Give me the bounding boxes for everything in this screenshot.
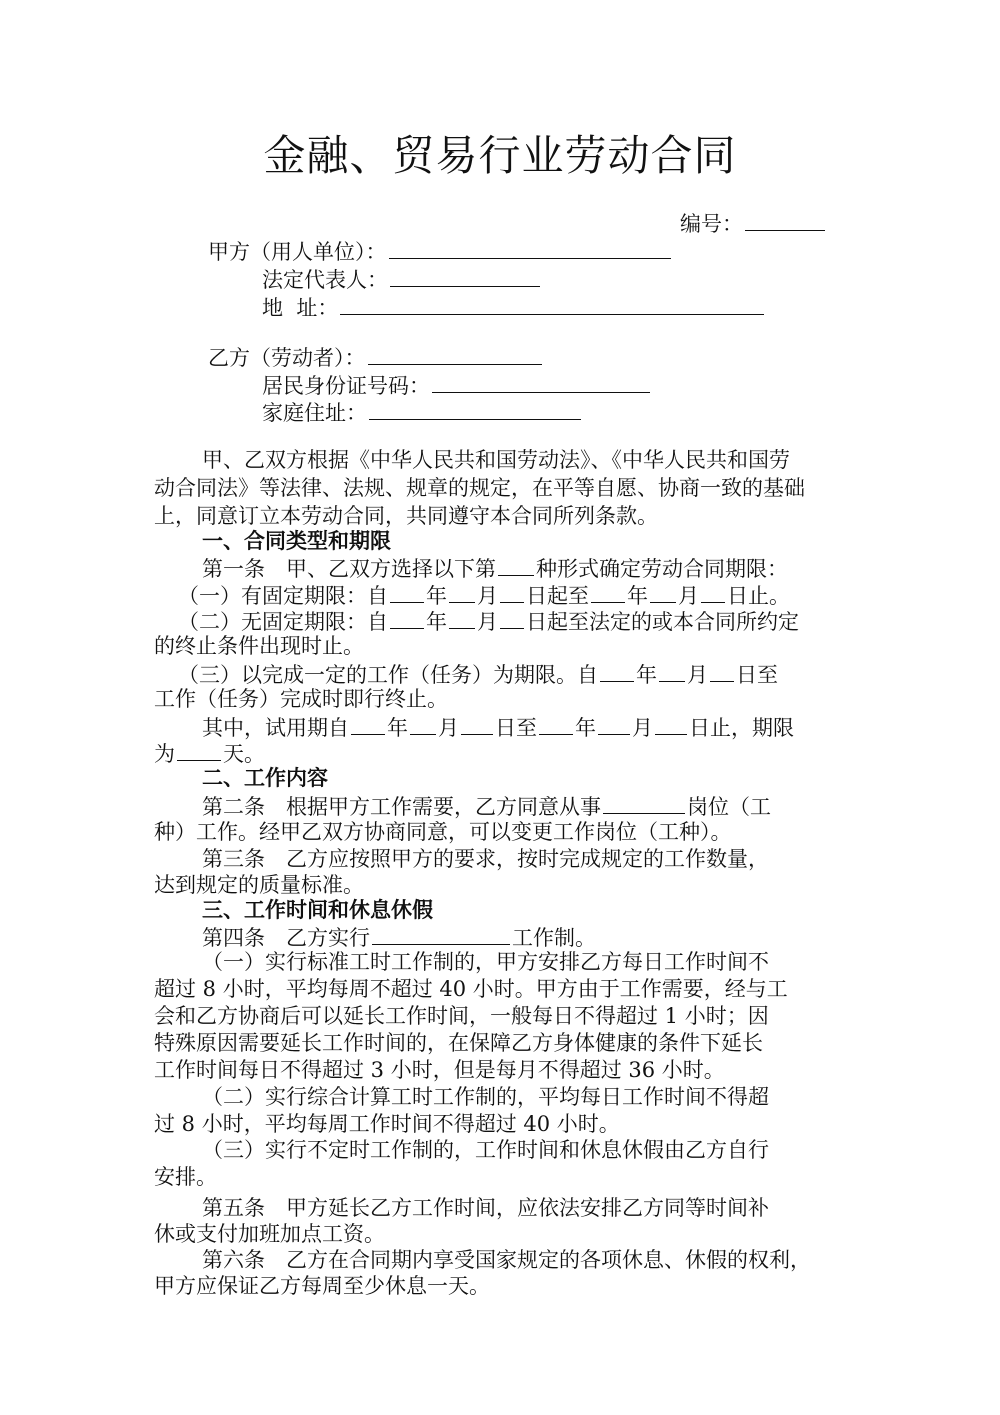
probation-month-blank[interactable] [410, 712, 436, 735]
party-a-address-line [262, 292, 766, 322]
option-1-end-year-blank[interactable] [591, 580, 625, 603]
article-6-line-1: 第六条 乙方在合同期内享受国家规定的各项休息、休假的权利， [202, 1248, 811, 1272]
article-2-position-blank[interactable] [603, 791, 685, 814]
article-3: 第三条 乙方应按照甲方的要求，按时完成规定的工作数量， [202, 847, 769, 871]
article-1-blank[interactable] [498, 553, 534, 576]
party-b-blank[interactable] [368, 342, 542, 365]
probation-end-month-blank[interactable] [598, 712, 630, 735]
standard-hours-line-1: （一）实行标准工时工作制的，甲方安排乙方每日工作时间不 [202, 950, 769, 974]
party-b-label: 乙方（劳动者）： [208, 346, 366, 370]
option-1-until: 日起至 [526, 584, 589, 608]
standard-hours-line-3: 会和乙方协商后可以延长工作时间，一般每日不得超过 1 小时；因 [154, 1004, 769, 1028]
option-1-day-blank[interactable] [500, 580, 524, 603]
year-label: 年 [426, 584, 447, 608]
option-3-day-blank[interactable] [710, 659, 734, 682]
section-3-heading: 三、工作时间和休息休假 [202, 897, 433, 922]
article-4-text-a: 第四条 乙方实行 [202, 926, 370, 950]
month-label: 月 [477, 610, 498, 634]
option-1-year-blank[interactable] [390, 580, 424, 603]
standard-hours-line-2: 超过 8 小时，平均每周不超过 40 小时。甲方由于工作需要，经与工 [154, 977, 788, 1001]
party-b-line [208, 342, 544, 372]
month-label: 月 [632, 716, 653, 740]
option-2-year-blank[interactable] [390, 606, 424, 629]
comprehensive-hours-line-1: （二）实行综合计算工时工作制的，平均每日工作时间不得超 [202, 1085, 769, 1109]
month-label: 月 [678, 584, 699, 608]
standard-hours-line-5: 工作时间每日不得超过 3 小时，但是每月不得超过 36 小时。 [154, 1058, 725, 1082]
intro-line-1: 甲、乙双方根据《中华人民共和国劳动法》、《中华人民共和国劳 [202, 448, 790, 472]
probation-days-blank[interactable] [177, 738, 221, 761]
option-2-day-blank[interactable] [500, 606, 524, 629]
option-1-end: 日止。 [727, 584, 790, 608]
probation-text: 其中，试用期自 [202, 716, 349, 740]
month-label: 月 [477, 584, 498, 608]
flexible-hours-line-2: 安排。 [154, 1165, 217, 1189]
article-1-text-a: 第一条 甲、乙双方选择以下第 [202, 557, 496, 581]
option-1-end-month-blank[interactable] [650, 580, 676, 603]
article-6-line-2: 甲方应保证乙方每周至少休息一天。 [154, 1274, 490, 1298]
month-label: 月 [438, 716, 459, 740]
option-1-text: （一）有固定期限：自 [178, 584, 388, 608]
option-2-until: 日起至法定的或本合同所约定 [526, 610, 799, 634]
document-title: 金融、贸易行业劳动合同 [263, 131, 737, 180]
party-a-rep-line [262, 264, 542, 294]
year-label: 年 [426, 610, 447, 634]
article-4-text-b: 工作制。 [512, 926, 596, 950]
year-label: 年 [636, 663, 657, 687]
option-3-text: （三）以完成一定的工作（任务）为期限。自 [178, 663, 598, 687]
month-label: 月 [687, 663, 708, 687]
party-b-id-label: 居民身份证号码： [262, 374, 430, 398]
year-label: 年 [627, 584, 648, 608]
option-3-year-blank[interactable] [600, 659, 634, 682]
contract-number [680, 208, 827, 238]
probation-end-year-blank[interactable] [539, 712, 573, 735]
article-3-continued: 达到规定的质量标准。 [154, 873, 364, 897]
intro-line-3: 上，同意订立本劳动合同，共同遵守本合同所列条款。 [154, 504, 658, 528]
party-a-address-label: 地 址： [262, 296, 339, 320]
article-1-text-b: 种形式确定劳动合同期限： [536, 557, 788, 581]
probation-day-blank[interactable] [461, 712, 493, 735]
article-5-line-2: 休或支付加班加点工资。 [154, 1222, 385, 1246]
option-3-until: 日至 [736, 663, 778, 687]
party-a-label: 甲方（用人单位）： [208, 240, 387, 264]
option-3-continued: 工作（任务）完成时即行终止。 [154, 687, 448, 711]
probation-until: 日至 [495, 716, 537, 740]
option-2-text: （二）无固定期限：自 [178, 610, 388, 634]
party-b-home-line [262, 397, 583, 427]
section-1-heading: 一、合同类型和期限 [202, 528, 391, 553]
intro-line-2: 动合同法》等法律、法规、规章的规定，在平等自愿、协商一致的基础 [154, 476, 805, 500]
year-label: 年 [387, 716, 408, 740]
party-b-id-blank[interactable] [432, 370, 650, 393]
article-2-continued: 种）工作。经甲乙双方协商同意，可以变更工作岗位（工种）。 [154, 820, 732, 844]
article-1 [202, 553, 788, 583]
party-a-line [208, 236, 673, 266]
year-label: 年 [575, 716, 596, 740]
standard-hours-line-4: 特殊原因需要延长工作时间的，在保障乙方身体健康的条件下延长 [154, 1031, 763, 1055]
option-3-month-blank[interactable] [659, 659, 685, 682]
article-5-line-1: 第五条 甲方延长乙方工作时间，应依法安排乙方同等时间补 [202, 1196, 769, 1220]
party-a-blank[interactable] [389, 236, 671, 259]
comprehensive-hours-line-2: 过 8 小时，平均每周工作时间不得超过 40 小时。 [154, 1112, 620, 1136]
probation-period-text: 日止，期限 [689, 716, 794, 740]
probation [202, 712, 794, 742]
party-a-address-blank[interactable] [340, 292, 764, 315]
probation-end-day-blank[interactable] [655, 712, 687, 735]
article-2-text-a: 第二条 根据甲方工作需要，乙方同意从事 [202, 795, 601, 819]
article-2-text-b: 岗位（工 [687, 795, 771, 819]
party-a-rep-blank[interactable] [390, 264, 540, 287]
probation-days-label: 天。 [223, 742, 265, 766]
number-blank[interactable] [745, 208, 825, 231]
option-2-month-blank[interactable] [449, 606, 475, 629]
party-b-home-label: 家庭住址： [262, 401, 367, 425]
party-a-rep-label: 法定代表人： [262, 268, 388, 292]
probation-for-label: 为 [154, 742, 175, 766]
number-label: 编号： [680, 212, 743, 236]
article-4-system-blank[interactable] [372, 922, 510, 945]
article-2 [202, 791, 771, 821]
section-2-heading: 二、工作内容 [202, 765, 328, 790]
party-b-id-line [262, 370, 652, 400]
party-b-home-blank[interactable] [369, 397, 581, 420]
option-2-continued: 的终止条件出现时止。 [154, 634, 364, 658]
option-1-month-blank[interactable] [449, 580, 475, 603]
probation-year-blank[interactable] [351, 712, 385, 735]
option-1-end-day-blank[interactable] [701, 580, 725, 603]
flexible-hours-line-1: （三）实行不定时工作制的，工作时间和休息休假由乙方自行 [202, 1138, 769, 1162]
